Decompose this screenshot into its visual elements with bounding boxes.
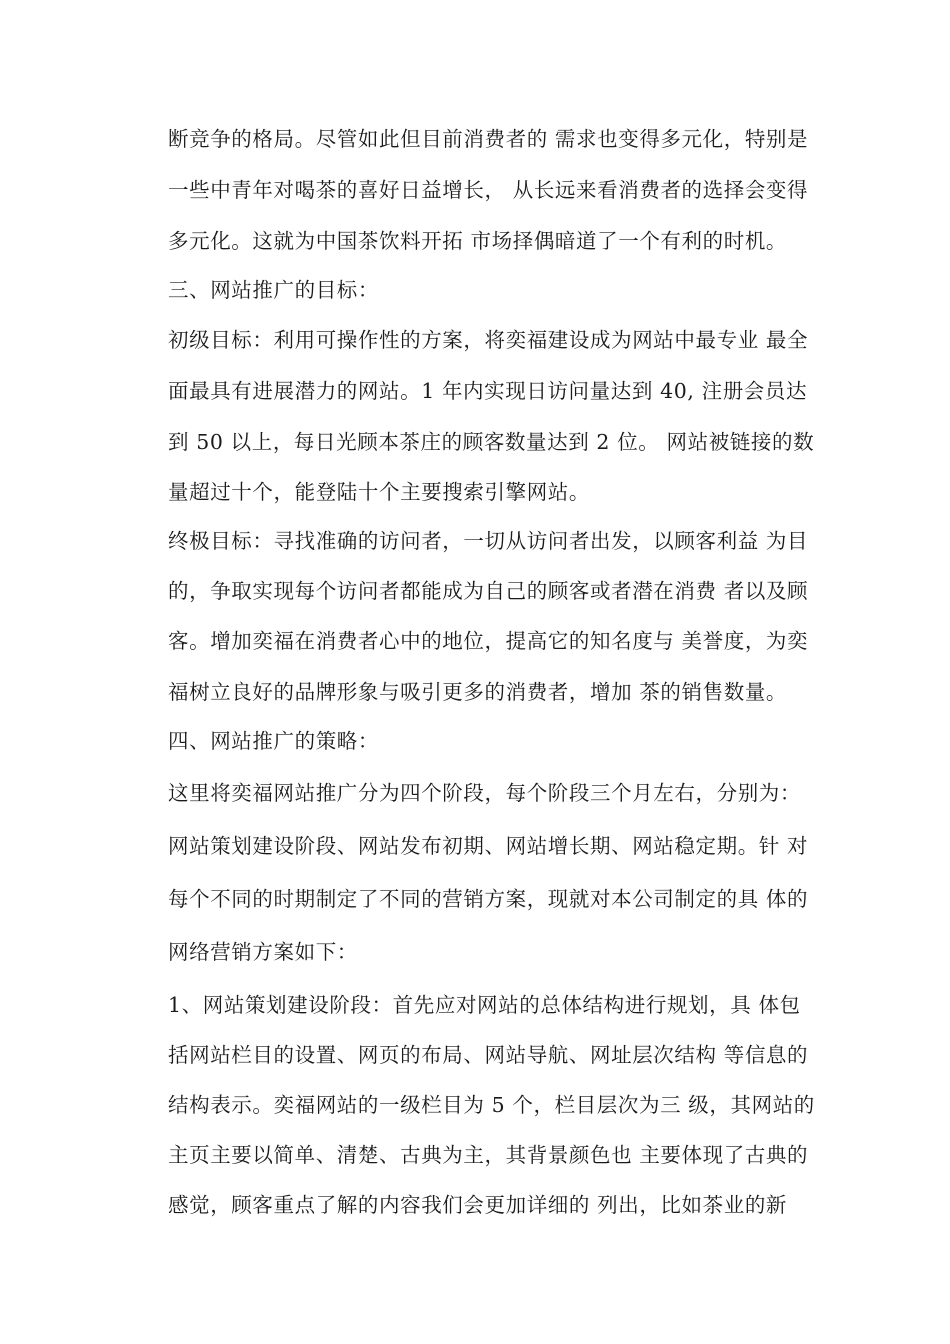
- text-line: 终极目标：寻找准确的访问者，一切从访问者出发，以顾客利益 为目: [168, 529, 809, 553]
- text-line: 初级目标：利用可操作性的方案，将奕福建设成为网站中最专业 最全: [168, 328, 809, 352]
- text-line: 感觉，顾客重点了解的内容我们会更加详细的 列出，比如茶业的新: [168, 1193, 788, 1217]
- section-heading: 三、网站推广的目标：: [168, 278, 379, 302]
- text-line: 量超过十个，能登陆十个主要搜索引擎网站。: [168, 480, 590, 504]
- text-line: 括网站栏目的设置、网页的布局、网站导航、网址层次结构 等信息的: [168, 1043, 809, 1067]
- text-line: 1、网站策划建设阶段：首先应对网站的总体结构进行规划，具 体包: [168, 993, 801, 1017]
- section-heading: 四、网站推广的策略：: [168, 729, 379, 753]
- text-line: 面最具有进展潜力的网站。1 年内实现日访问量达到 40, 注册会员达: [168, 379, 808, 403]
- text-line: 结构表示。奕福网站的一级栏目为 5 个，栏目层次为三 级，其网站的: [168, 1093, 815, 1117]
- text-line: 一些中青年对喝茶的喜好日益增长， 从长远来看消费者的选择会变得: [168, 178, 809, 202]
- text-line: 福树立良好的品牌形象与吸引更多的消费者，增加 茶的销售数量。: [168, 680, 788, 704]
- text-line: 网站策划建设阶段、网站发布初期、网站增长期、网站稳定期。针 对: [168, 834, 809, 858]
- text-line: 到 50 以上，每日光顾本茶庄的顾客数量达到 2 位。 网站被链接的数: [168, 430, 815, 454]
- text-line: 客。增加奕福在消费者心中的地位，提高它的知名度与 美誉度，为奕: [168, 629, 809, 653]
- text-line: 多元化。这就为中国茶饮料开拓 市场择偶暗道了一个有利的时机。: [168, 229, 788, 253]
- text-line: 断竞争的格局。尽管如此但目前消费者的 需求也变得多元化，特别是: [168, 127, 809, 151]
- text-line: 的，争取实现每个访问者都能成为自己的顾客或者潜在消费 者以及顾: [168, 579, 809, 603]
- text-line: 网络营销方案如下：: [168, 940, 358, 964]
- text-line: 这里将奕福网站推广分为四个阶段，每个阶段三个月左右，分别为：: [168, 781, 801, 805]
- text-line: 每个不同的时期制定了不同的营销方案，现就对本公司制定的具 体的: [168, 887, 809, 911]
- text-line: 主页主要以简单、清楚、古典为主，其背景颜色也 主要体现了古典的: [168, 1143, 809, 1167]
